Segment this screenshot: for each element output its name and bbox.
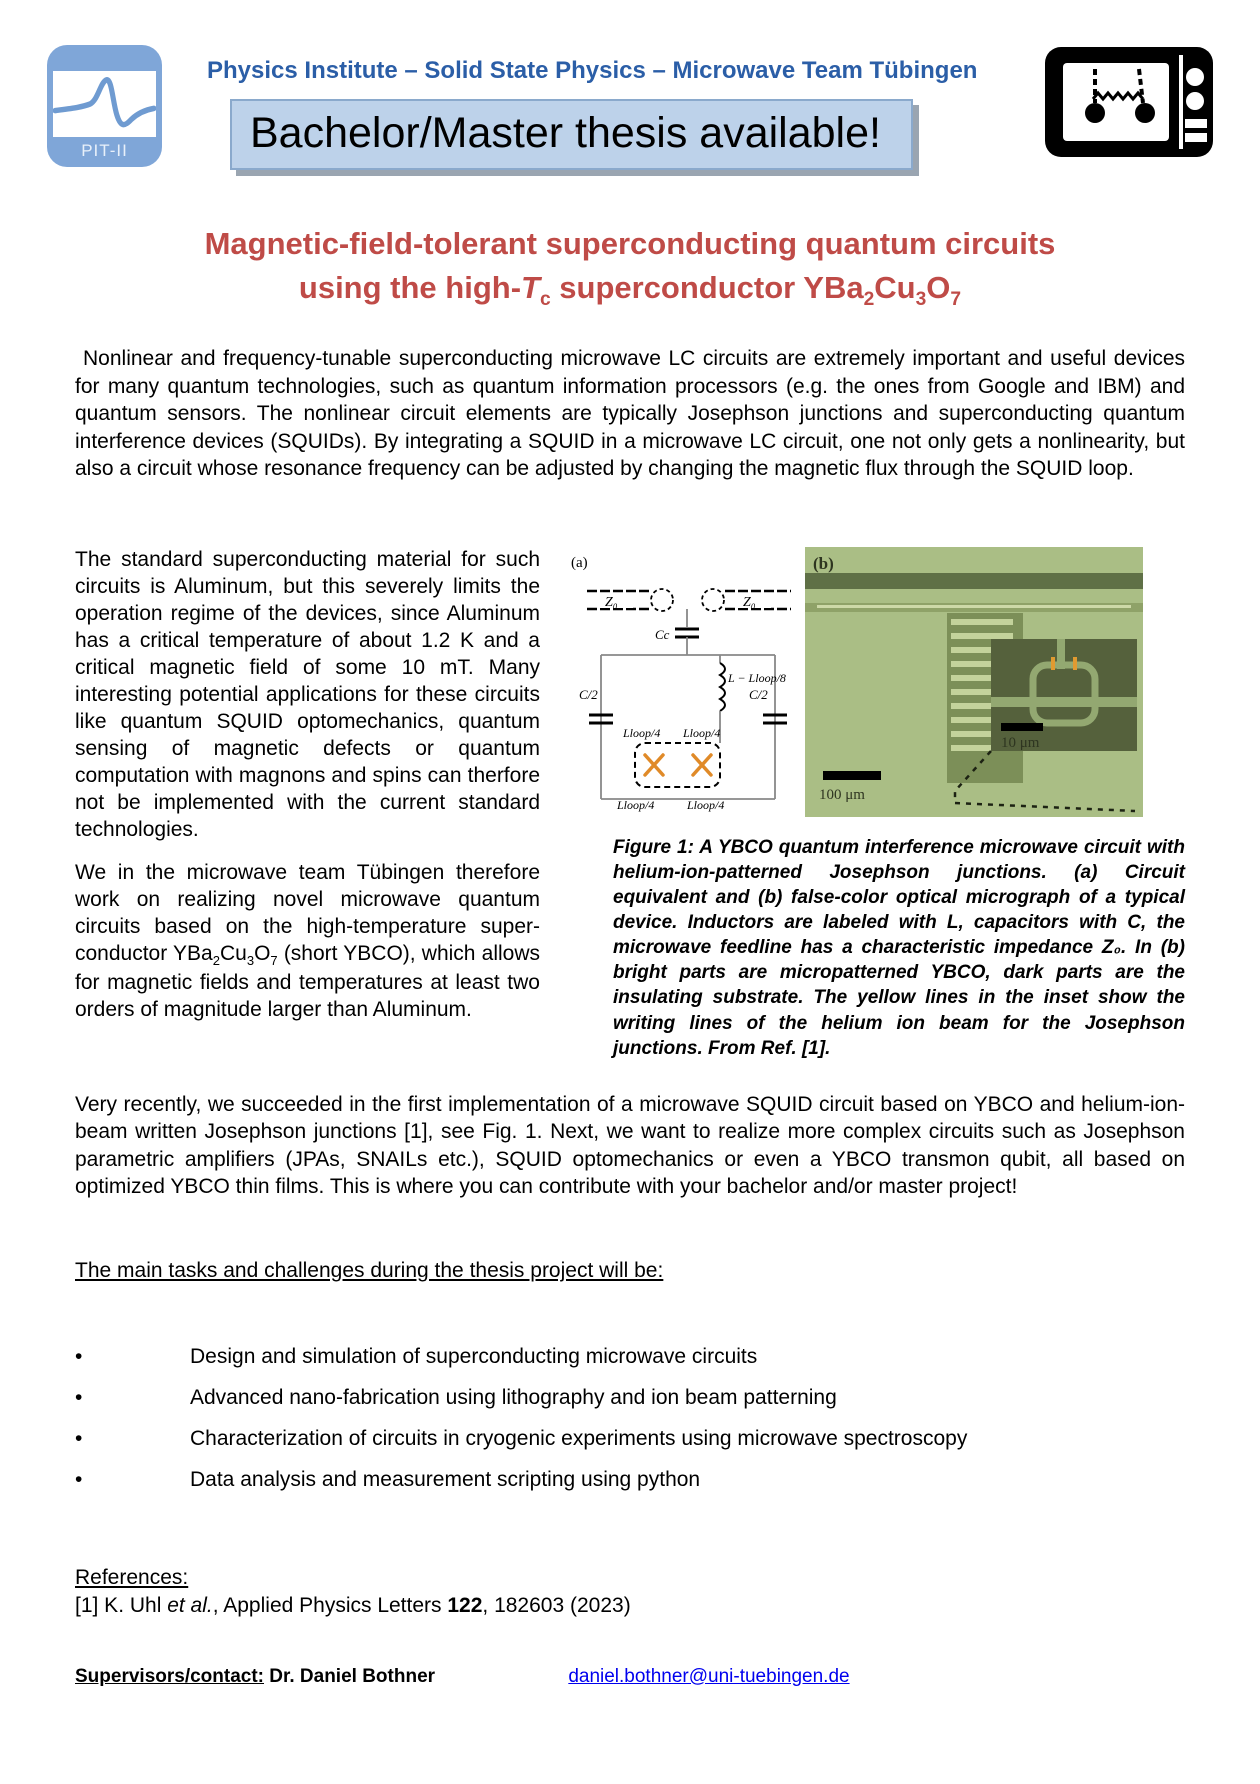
reference-entry: [1] K. Uhl et al., Applied Physics Letters 122, 182603 (2023) [75,1593,631,1617]
email-link[interactable]: daniel.bothner@uni-tuebingen.de [568,1665,850,1687]
list-item [75,1427,1185,1451]
left-text-column [75,547,540,1061]
title-line-1: Magnetic-field-tolerant superconducting quantum circuits [204,226,1056,261]
recent-results-paragraph: Very recently, we succeeded in the first implementation of a microwave SQUID circuit based on YBCO and helium-ion-beam written Josephson junctions [1], see Fig. 1. Next, we want to realize more complex circuits such as Josephson parametric amplifiers (JPAs, SNAILs etc.), SQUID optomechanics or even a YBCO transmon qubit, all based on optimized YBCO thin films. This is where you can contribute with your bachelor and/or master project! [75,1092,1185,1199]
circuit-schematic-panel-a [565,547,797,823]
tasks-list [75,1345,1185,1492]
svg-text:Lloop/4: Lloop/4 [683,725,721,740]
two-column-section [75,547,1185,1061]
svg-text:(a): (a) [571,554,588,571]
tasks-heading: The main tasks and challenges during the thesis project will be: [75,1258,664,1282]
ybco-paragraph: We in the microwave team Tübingen therefore work on realizing novel microwave quantum circuits based on the high-temperature super-conductor $YBa_2Cu_3O_7$ (short YBCO), which allows for magnetic fields and temperatures at least two orders of magnitude larger than Aluminum. [75,860,540,1021]
svg-text:C/2: C/2 [749,686,768,702]
bullet-icon: • [75,1344,83,1368]
thesis-banner: Bachelor/Master thesis available! [230,99,913,170]
microwave-oven-icon [1043,45,1215,164]
supervisor-name: Dr. Daniel Bothner [269,1665,436,1687]
svg-text:10 μm: 10 μm [1001,734,1040,751]
header [0,0,1260,170]
svg-text:C/2: C/2 [579,686,598,702]
bullet-icon: • [75,1426,83,1450]
svg-text:Lloop/4: Lloop/4 [617,797,655,812]
svg-text:Z₀: Z₀ [605,594,618,610]
contact-label: Supervisors/contact: [75,1665,264,1687]
list-item [75,1345,1185,1369]
figure-caption: Figure 1: A YBCO quantum interference microwave circuit with helium-ion-patterned Josephson junctions. (a) Circuit equivalent and (b) false-color optical micrograph of a typical device. Inductors are labeled with L, capacitors with C, the microwave feedline has a characteristic impedance Z₀. In (b) bright parts are micropatterned YBCO, dark parts are the insulating substrate. The yellow lines in the inset show the writing lines of the helium ion beam for the Josephson junctions. From Ref. [1]. [613,836,1185,1059]
task-text: Advanced nano-fabrication using lithography and ion beam patterning [190,1385,837,1409]
main-content [75,345,1185,1687]
figure-1 [565,547,1185,823]
josephson-junction-icon [645,755,711,775]
references-heading: References: [75,1565,189,1589]
contact-line [75,1666,1185,1688]
micrograph-panel-b [805,547,1143,817]
header-middle [207,45,1023,170]
svg-text:Z₀: Z₀ [743,594,756,610]
resonance-curve-icon [53,71,156,137]
bullet-icon: • [75,1385,83,1409]
logo-label: PIT-II [81,141,128,160]
list-item [75,1386,1185,1410]
svg-text:Lloop/4: Lloop/4 [623,725,661,740]
list-item [75,1468,1185,1492]
aluminum-paragraph: The standard superconducting material for such circuits is Aluminum, but this severely limits the operation regime of the devices, since Aluminum has a critical temperature of about 1.2 K and a critical magnetic field of some 10 mT. Many interesting potential applications for these circuits like quantum SQUID optomechanics, quantum sensing of magnetic defects or quantum computation with magnons and spins can therfore not be implemented with the current standard technologies. [75,547,540,841]
svg-text:100 μm: 100 μm [819,786,865,803]
svg-text:(b): (b) [813,553,834,573]
task-text: Characterization of circuits in cryogenic experiments using microwave spectroscopy [190,1426,968,1450]
title-line-2: using the high-$T_c$ superconductor $YBa_2Cu_3O_7$ [298,270,962,311]
org-line: Physics Institute – Solid State Physics – Microwave Team Tübingen [207,57,978,84]
page-title [0,222,1260,313]
intro-paragraph: Nonlinear and frequency-tunable superconducting microwave LC circuits are extremely important and useful devices for many quantum technologies, such as quantum information processors (e.g. the ones from Google and IBM) and quantum sensors. The nonlinear circuit elements are typically Josephson junctions and superconducting quantum interference devices (SQUIDs). By integrating a SQUID in a microwave LC circuit, one not only gets a nonlinearity, but also a circuit whose resonance frequency can be adjusted by changing the magnetic flux through the SQUID loop. [75,347,1185,481]
figure-column [565,547,1185,1061]
task-text: Design and simulation of superconducting microwave circuits [190,1344,758,1368]
pit-logo [47,45,162,167]
svg-text:Lloop/4: Lloop/4 [687,797,725,812]
svg-text:L − Lloop/8: L − Lloop/8 [728,670,786,685]
task-text: Data analysis and measurement scripting using python [190,1467,701,1491]
bullet-icon: • [75,1467,83,1491]
svg-text:Cc: Cc [655,626,670,642]
